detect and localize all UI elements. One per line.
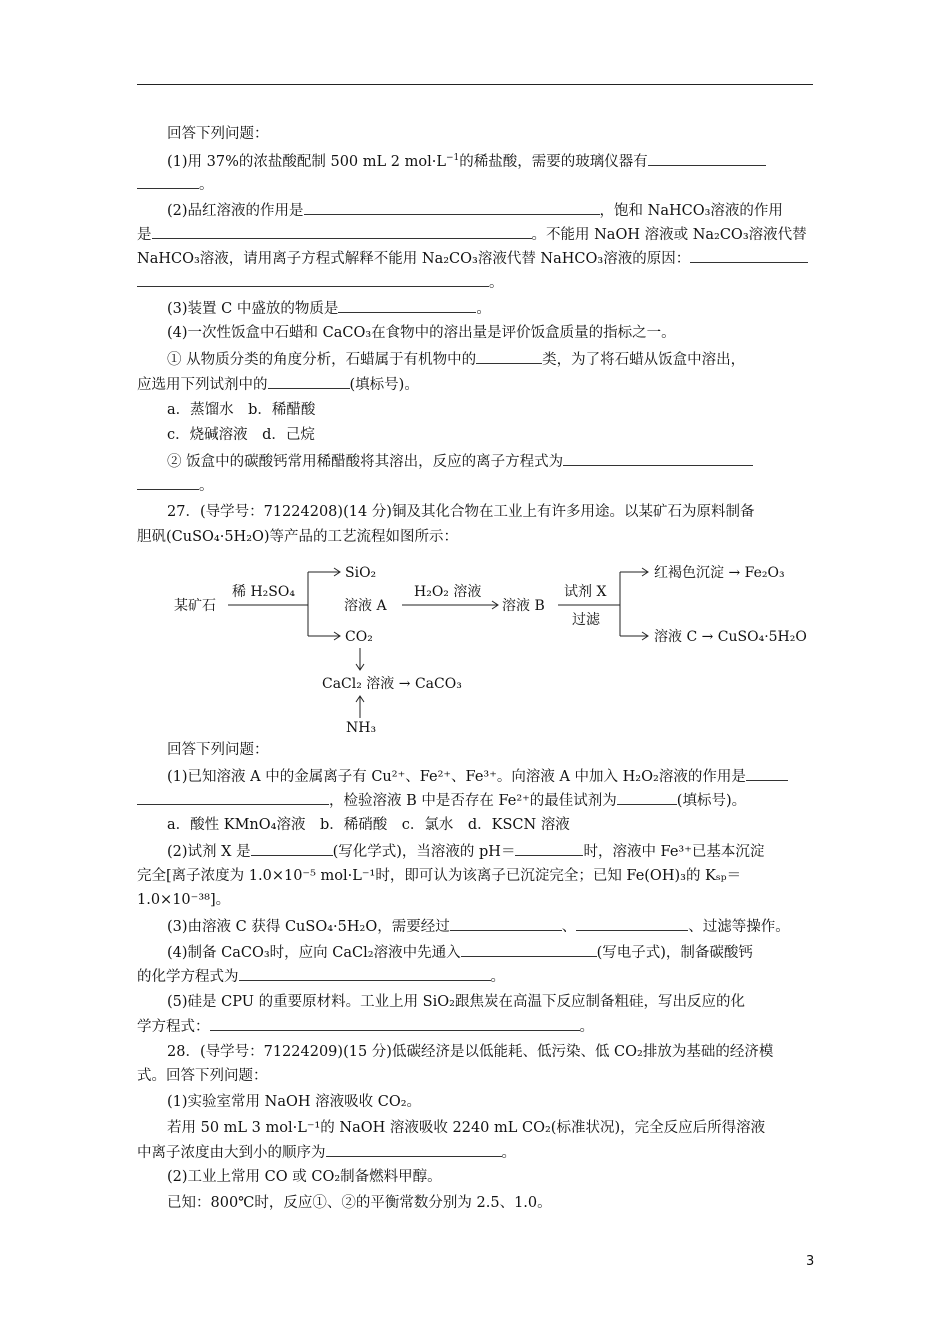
- answer-blank[interactable]: [690, 248, 808, 263]
- answer-blank[interactable]: [476, 349, 542, 364]
- q-4-1-text-d: (填标号)。: [349, 377, 419, 393]
- q28-heading-2: 式。回答下列问题：: [137, 1068, 268, 1084]
- period: 。: [579, 1019, 594, 1035]
- answer-blank[interactable]: [338, 298, 476, 313]
- answer-blank[interactable]: [210, 1016, 580, 1031]
- q-1-line: [137, 151, 813, 172]
- q-4-2-text: ② 饭盒中的碳酸钙常用稀醋酸将其溶出，反应的离子方程式为: [167, 454, 564, 470]
- answer-blank[interactable]: [326, 1142, 502, 1157]
- answer-blank[interactable]: [648, 151, 766, 166]
- answer-blank[interactable]: [450, 916, 562, 931]
- flow-red-brown: 红褐色沉淀 → Fe₂O₃: [654, 565, 785, 581]
- q27-heading-2: 胆矾(CuSO₄·5H₂O)等产品的工艺流程如图所示：: [137, 529, 459, 545]
- q27-5-line2: [137, 1016, 813, 1037]
- answer-blank[interactable]: [137, 174, 199, 189]
- q27-options: a．酸性 KMnO₄溶液 b．稀硝酸 c．氯水 d．KSCN 溶液: [167, 817, 570, 833]
- answer-blank[interactable]: [268, 374, 350, 389]
- q28-1-text-c: 中离子浓度由大到小的顺序为: [137, 1145, 326, 1161]
- q-2-text: (2)品红溶液的作用是: [167, 203, 304, 219]
- period: 。: [476, 301, 491, 317]
- q27-4-text-c: 的化学方程式为: [137, 969, 239, 985]
- answer-blank[interactable]: [563, 451, 753, 466]
- q27-2-line2: 完全[离子浓度为 1.0×10⁻⁵ mol·L⁻¹时，即可认为该离子已沉淀完全；已知 Fe(OH)₃的 Kₛₚ＝: [137, 868, 742, 884]
- flow-co2: CO₂: [345, 629, 373, 645]
- q27-1-text-b: ，检验溶液 B 中是否存在 Fe²⁺的最佳试剂为: [329, 793, 617, 809]
- q27-1-line: [137, 766, 813, 787]
- q-4-line: (4)一次性饭盒中石蜡和 CaCO₃在食物中的溶出量是评价饭盒质量的指标之一。: [167, 325, 676, 341]
- q27-4-text: (4)制备 CaCO₃时，应向 CaCl₂溶液中先通入: [167, 945, 461, 961]
- flow-h2o2: H₂O₂ 溶液: [414, 584, 482, 600]
- q27-1-line2: [137, 790, 813, 811]
- q-2-text-b: ，饱和 NaHCO₃溶液的作用: [599, 203, 783, 219]
- page-number: 3: [806, 1254, 815, 1269]
- q28-1-line: (1)实验室常用 NaOH 溶液吸收 CO₂。: [167, 1094, 422, 1110]
- q-1-text: (1)用 37%的浓盐酸配制 500 mL 2 mol·L: [167, 154, 446, 170]
- q27-3-text-c: 、过滤等操作。: [688, 919, 790, 935]
- q-4-1-line2: [137, 374, 813, 395]
- period: 。: [489, 275, 504, 291]
- q27-5-text-b: 学方程式：: [137, 1019, 210, 1035]
- flow-nh3: NH₃: [346, 720, 377, 736]
- q27-heading: 27．(导学号：71224208)(14 分)铜及其化合物在工业上有许多用途。以某矿石为原料制备: [167, 504, 755, 520]
- q-3-line: [137, 298, 813, 319]
- q27-3-line: [137, 916, 813, 937]
- option-line-2: c．烧碱溶液 d．己烷: [167, 427, 315, 443]
- q-4-1-line: [137, 349, 813, 370]
- q-4-2-line: [137, 451, 813, 472]
- flow-reagent-x: 试剂 X: [564, 584, 607, 600]
- q-2-line: [137, 200, 813, 221]
- q27-2-text-b: (写化学式)，当溶液的 pH＝: [332, 844, 516, 860]
- period: 。: [199, 478, 214, 494]
- header-rule: [137, 84, 813, 85]
- q27-2-line: [137, 841, 813, 862]
- flow-ore: 某矿石: [174, 598, 216, 614]
- q27-1-text: (1)已知溶液 A 中的金属离子有 Cu²⁺、Fe²⁺、Fe³⁺。向溶液 A 中加入 H₂O₂溶液的作用是: [167, 769, 746, 785]
- q28-heading: 28．(导学号：71224209)(15 分)低碳经济是以低能耗、低污染、低 CO₂排放为基础的经济模: [167, 1044, 774, 1060]
- q27-5-line: (5)硅是 CPU 的重要原材料。工业上用 SiO₂跟焦炭在高温下反应制备粗硅，写出反应的化: [167, 994, 745, 1010]
- q27-3-text: (3)由溶液 C 获得 CuSO₄·5H₂O，需要经过: [167, 919, 450, 935]
- q-1-sup: −1: [445, 153, 460, 164]
- answer-blank[interactable]: [137, 272, 489, 287]
- flow-sol-c: 溶液 C → CuSO₄·5H₂O: [654, 629, 807, 645]
- q27-4-line2: [137, 966, 813, 987]
- q28-1-line2: 若用 50 mL 3 mol·L⁻¹的 NaOH 溶液吸收 2240 mL CO₂(标准状况)，完全反应后所得溶液: [167, 1120, 766, 1136]
- q-1-text-b: 的稀盐酸，需要的玻璃仪器有: [459, 154, 648, 170]
- flow-sol-a: 溶液 A: [344, 598, 387, 614]
- flow-sio2: SiO₂: [345, 565, 377, 581]
- q-4-2-line2: [137, 475, 813, 496]
- flow-cacl2: CaCl₂ 溶液 → CaCO₃: [322, 676, 462, 692]
- answer-blank[interactable]: [617, 790, 677, 805]
- q-4-1-text-b: 类，为了将石蜡从饭盒中溶出，: [542, 352, 746, 368]
- q-2-text-d: 。不能用 NaOH 溶液或 Na₂CO₃溶液代替: [531, 227, 807, 243]
- answer-blank[interactable]: [576, 916, 688, 931]
- answer-blank[interactable]: [137, 790, 329, 805]
- answer-blank[interactable]: [461, 942, 597, 957]
- answer-blank[interactable]: [515, 841, 583, 856]
- q-4-1-text: ① 从物质分类的角度分析，石蜡属于有机物中的: [167, 352, 477, 368]
- answer-blank[interactable]: [304, 200, 600, 215]
- q27-intro: 回答下列问题：: [167, 742, 269, 758]
- q27-3-text-b: 、: [561, 919, 577, 935]
- q-2-line3: [137, 248, 813, 269]
- q-2-line2: [137, 224, 813, 245]
- answer-blank[interactable]: [251, 841, 333, 856]
- q27-2-text-c: 时，溶液中 Fe³⁺已基本沉淀: [583, 844, 765, 860]
- q-1-line2: [137, 174, 813, 195]
- q27-2-text: (2)试剂 X 是: [167, 844, 251, 860]
- answer-blank[interactable]: [746, 766, 788, 781]
- q27-4-line: [137, 942, 813, 963]
- q-4-1-text-c: 应选用下列试剂中的: [137, 377, 268, 393]
- flow-acid: 稀 H₂SO₄: [232, 584, 295, 600]
- answer-blank[interactable]: [137, 475, 199, 490]
- q28-2-line2: 已知：800℃时，反应①、②的平衡常数分别为 2.5、1.0。: [167, 1195, 552, 1211]
- q-2-text-e: NaHCO₃溶液，请用离子方程式解释不能用 Na₂CO₃溶液代替 NaHCO₃溶液的原因：: [137, 251, 691, 267]
- flow-sol-b: 溶液 B: [502, 598, 545, 614]
- q-2-text-c: 是: [137, 227, 152, 243]
- q27-1-text-c: (填标号)。: [676, 793, 747, 809]
- option-line-1: a．蒸馏水 b．稀醋酸: [167, 402, 316, 418]
- q28-1-line3: [137, 1142, 813, 1163]
- period: 。: [501, 1145, 516, 1161]
- process-flow-diagram: [150, 548, 850, 748]
- q27-2-line3: 1.0×10⁻³⁸]。: [137, 892, 231, 908]
- q27-4-text-b: (写电子式)，制备碳酸钙: [596, 945, 753, 961]
- answer-blank[interactable]: [152, 224, 532, 239]
- answer-blank[interactable]: [239, 966, 491, 981]
- period: 。: [199, 177, 214, 193]
- q28-2-line: (2)工业上常用 CO 或 CO₂制备燃料甲醇。: [167, 1169, 442, 1185]
- period: 。: [490, 969, 505, 985]
- flow-filter: 过滤: [572, 612, 600, 628]
- q-3-text: (3)装置 C 中盛放的物质是: [167, 301, 339, 317]
- q-2-line4: [137, 272, 813, 293]
- intro-text: 回答下列问题：: [167, 126, 269, 142]
